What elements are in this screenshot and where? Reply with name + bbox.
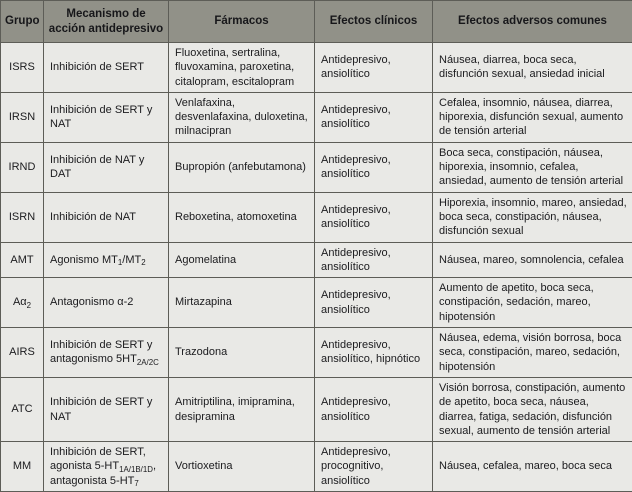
- table-row: [1, 92, 632, 142]
- cell-efectos-clinicos: Antidepresivo, ansiolítico: [315, 142, 433, 192]
- column-header-grupo: Grupo: [1, 1, 44, 43]
- cell-efectos-adversos: Aumento de apetito, boca seca, constipación, sedación, mareo, hipotensión: [433, 278, 632, 328]
- cell-farmacos: Amitriptilina, imipramina, desipramina: [169, 377, 315, 441]
- cell-grupo: IRSN: [1, 92, 44, 142]
- cell-grupo: IRND: [1, 142, 44, 192]
- cell-farmacos: Vortioxetina: [169, 442, 315, 492]
- column-header-farmacos: Fármacos: [169, 1, 315, 43]
- cell-efectos-adversos: Náusea, cefalea, mareo, boca seca: [433, 442, 632, 492]
- table-row: [1, 442, 632, 492]
- cell-efectos-clinicos: Antidepresivo, ansiolítico: [315, 92, 433, 142]
- table-row: [1, 328, 632, 378]
- cell-grupo: ISRS: [1, 43, 44, 93]
- cell-efectos-adversos: Náusea, diarrea, boca seca, disfunción sexual, ansiedad inicial: [433, 43, 632, 93]
- cell-grupo: AMT: [1, 242, 44, 278]
- cell-efectos-clinicos: Antidepresivo, ansiolítico: [315, 242, 433, 278]
- cell-mecanismo: Inhibición de SERT: [44, 43, 169, 93]
- table-row: [1, 43, 632, 93]
- cell-efectos-adversos: Visión borrosa, constipación, aumento de apetito, boca seca, náusea, diarrea, fatiga, sedación, disfunción sexual, aumento de tensión arterial: [433, 377, 632, 441]
- cell-farmacos: Agomelatina: [169, 242, 315, 278]
- cell-mecanismo: Inhibición de SERT y NAT: [44, 92, 169, 142]
- table-row: [1, 192, 632, 242]
- cell-farmacos: Mirtazapina: [169, 278, 315, 328]
- table-row: [1, 142, 632, 192]
- table-row: [1, 242, 632, 278]
- cell-grupo: AIRS: [1, 328, 44, 378]
- header-row: [1, 1, 632, 43]
- cell-efectos-clinicos: Antidepresivo, procognitivo, ansiolítico: [315, 442, 433, 492]
- cell-farmacos: Bupropión (anfebutamona): [169, 142, 315, 192]
- cell-mecanismo: Inhibición de NAT y DAT: [44, 142, 169, 192]
- cell-efectos-clinicos: Antidepresivo, ansiolítico, hipnótico: [315, 328, 433, 378]
- cell-mecanismo: Inhibición de NAT: [44, 192, 169, 242]
- table-header: [1, 1, 632, 43]
- cell-efectos-adversos: Náusea, edema, visión borrosa, boca seca, constipación, mareo, sedación, hipotensión: [433, 328, 632, 378]
- cell-efectos-clinicos: Antidepresivo, ansiolítico: [315, 278, 433, 328]
- cell-efectos-adversos: Cefalea, insomnio, náusea, diarrea, hiporexia, disfunción sexual, aumento de tensión arterial: [433, 92, 632, 142]
- column-header-mecanismo: Mecanismo de acción antidepresivo: [44, 1, 169, 43]
- cell-mecanismo: Inhibición de SERT y NAT: [44, 377, 169, 441]
- table-row: [1, 278, 632, 328]
- cell-farmacos: Fluoxetina, sertralina, fluvoxamina, paroxetina, citalopram, escitalopram: [169, 43, 315, 93]
- column-header-efectos-clinicos: Efectos clínicos: [315, 1, 433, 43]
- cell-efectos-clinicos: Antidepresivo, ansiolítico: [315, 192, 433, 242]
- cell-efectos-clinicos: Antidepresivo, ansiolítico: [315, 377, 433, 441]
- cell-efectos-adversos: Náusea, mareo, somnolencia, cefalea: [433, 242, 632, 278]
- cell-grupo: ATC: [1, 377, 44, 441]
- cell-grupo: ISRN: [1, 192, 44, 242]
- cell-efectos-adversos: Boca seca, constipación, náusea, hiporexia, insomnio, cefalea, ansiedad, aumento de tensión arterial: [433, 142, 632, 192]
- cell-farmacos: Venlafaxina, desvenlafaxina, duloxetina, milnacipran: [169, 92, 315, 142]
- cell-farmacos: Trazodona: [169, 328, 315, 378]
- cell-mecanismo: Inhibición de SERT, agonista $5-HT_{1A/1B/1D}$, antagonista $5-HT_7$: [44, 442, 169, 492]
- table-body: [1, 43, 632, 492]
- cell-efectos-clinicos: Antidepresivo, ansiolítico: [315, 43, 433, 93]
- cell-mecanismo: Inhibición de SERT y antagonismo $5HT_{2A/2C}$: [44, 328, 169, 378]
- cell-grupo: $A\alpha_2$: [1, 278, 44, 328]
- table-row: [1, 377, 632, 441]
- cell-farmacos: Reboxetina, atomoxetina: [169, 192, 315, 242]
- cell-efectos-adversos: Hiporexia, insomnio, mareo, ansiedad, boca seca, constipación, náusea, disfunción sexual: [433, 192, 632, 242]
- cell-grupo: MM: [1, 442, 44, 492]
- cell-mecanismo: Agonismo $MT_1/MT_2$: [44, 242, 169, 278]
- column-header-efectos-adversos: Efectos adversos comunes: [433, 1, 632, 43]
- cell-mecanismo: Antagonismo α-2: [44, 278, 169, 328]
